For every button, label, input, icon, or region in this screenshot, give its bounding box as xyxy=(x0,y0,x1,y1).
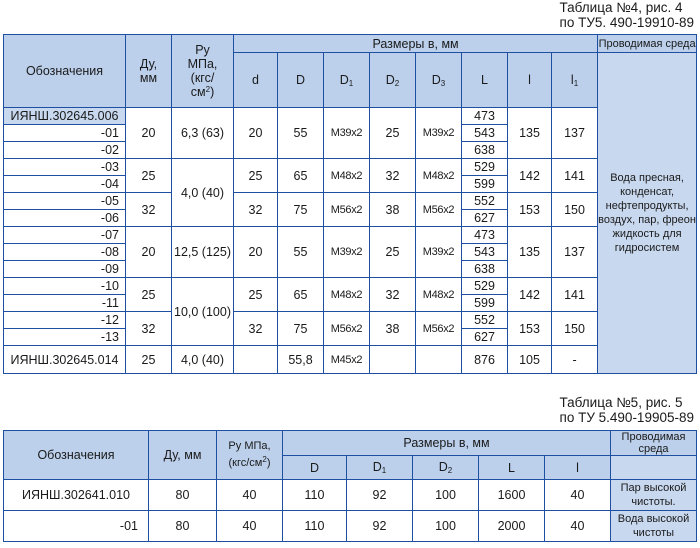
col-d: d xyxy=(234,53,278,108)
t5-header-py: Ру МПа, $(кгс/см^2)$ xyxy=(217,431,283,480)
t5-col-D1: $D_1$ xyxy=(347,456,413,480)
table-row: -10 25 10,0 (100) 25 65 M48x2 32 M48x2 529 142 141 xyxy=(4,278,697,295)
table-row: -05 32 32 75 M56x2 38 M56x2 552 153 150 xyxy=(4,193,697,210)
t5-header-env: Проводимая среда xyxy=(611,431,697,456)
table-row: -01 80 40 110 92 100 2000 40 Вода высокой чистоты xyxy=(4,511,697,542)
env-cell: Вода пресная, конденсат, нефтепродукты, воздух, пар, фреон жидкость для гидросистем xyxy=(598,53,697,374)
col-D2: $D_2$ xyxy=(370,53,416,108)
table-row: ИЯНШ.302645.014 25 4,0 (40) 55,8 M45x2 876 105 - xyxy=(4,346,697,374)
header-sizes: Размеры в, мм xyxy=(234,35,598,53)
col-D: D xyxy=(278,53,324,108)
table-row: -12 32 32 75 M56x2 38 M56x2 552 153 150 xyxy=(4,312,697,329)
t5-header-designation: Обозначения xyxy=(4,431,149,480)
table-row: ИЯНШ.302641.010 80 40 110 92 100 1600 40 Пар высокой чистоты. xyxy=(4,480,697,511)
table5-caption-title: Таблица №5, рис. 5 xyxy=(559,395,683,410)
table4-caption-title: Таблица №4, рис. 4 xyxy=(559,0,683,15)
table5 xyxy=(3,430,697,542)
table-row: -09 638 xyxy=(4,261,697,278)
table5-caption-spec: по ТУ 5.490-19905-89 xyxy=(559,410,694,425)
t5-col-L: L xyxy=(479,456,545,480)
table-row: -04 599 xyxy=(4,176,697,193)
table-row: -06 627 xyxy=(4,210,697,227)
t5-header-du: Ду, мм xyxy=(149,431,217,480)
table5-caption xyxy=(560,395,694,425)
col-l1: $l_1$ xyxy=(552,53,598,108)
header-env: Проводимая среда xyxy=(598,35,697,53)
col-D1: $D_1$ xyxy=(324,53,370,108)
table-row: ИЯНШ.302645.006 20 6,3 (63) 20 55 M39x2 25 M39x2 473 135 137 xyxy=(4,108,697,125)
table-row: -07 20 12,5 (125) 20 55 M39x2 25 M39x2 473 135 137 xyxy=(4,227,697,244)
table4 xyxy=(3,34,697,374)
table4-caption-spec: по ТУ5. 490-19910-89 xyxy=(559,15,694,30)
t5-col-l: l xyxy=(545,456,611,480)
table-row: -13 627 xyxy=(4,329,697,346)
table4-caption xyxy=(560,0,694,30)
t5-header-sizes: Размеры в, мм xyxy=(283,431,611,456)
header-py: Ру МПа, (кгс/ $см^2$) xyxy=(172,35,234,108)
table-row: -02 638 xyxy=(4,142,697,159)
t5-col-D2: $D_2$ xyxy=(413,456,479,480)
table-row: -03 25 4,0 (40) 25 65 M48x2 32 M48x2 529 142 141 xyxy=(4,159,697,176)
table-row: -08 543 xyxy=(4,244,697,261)
header-du: Ду, мм xyxy=(126,35,172,108)
col-L: L xyxy=(462,53,508,108)
table-row: -01 543 xyxy=(4,125,697,142)
header-designation: Обозначения xyxy=(4,35,126,108)
col-D3: $D_3$ xyxy=(416,53,462,108)
t5-col-D: D xyxy=(283,456,347,480)
table-row: -11 599 xyxy=(4,295,697,312)
col-l: l xyxy=(508,53,552,108)
